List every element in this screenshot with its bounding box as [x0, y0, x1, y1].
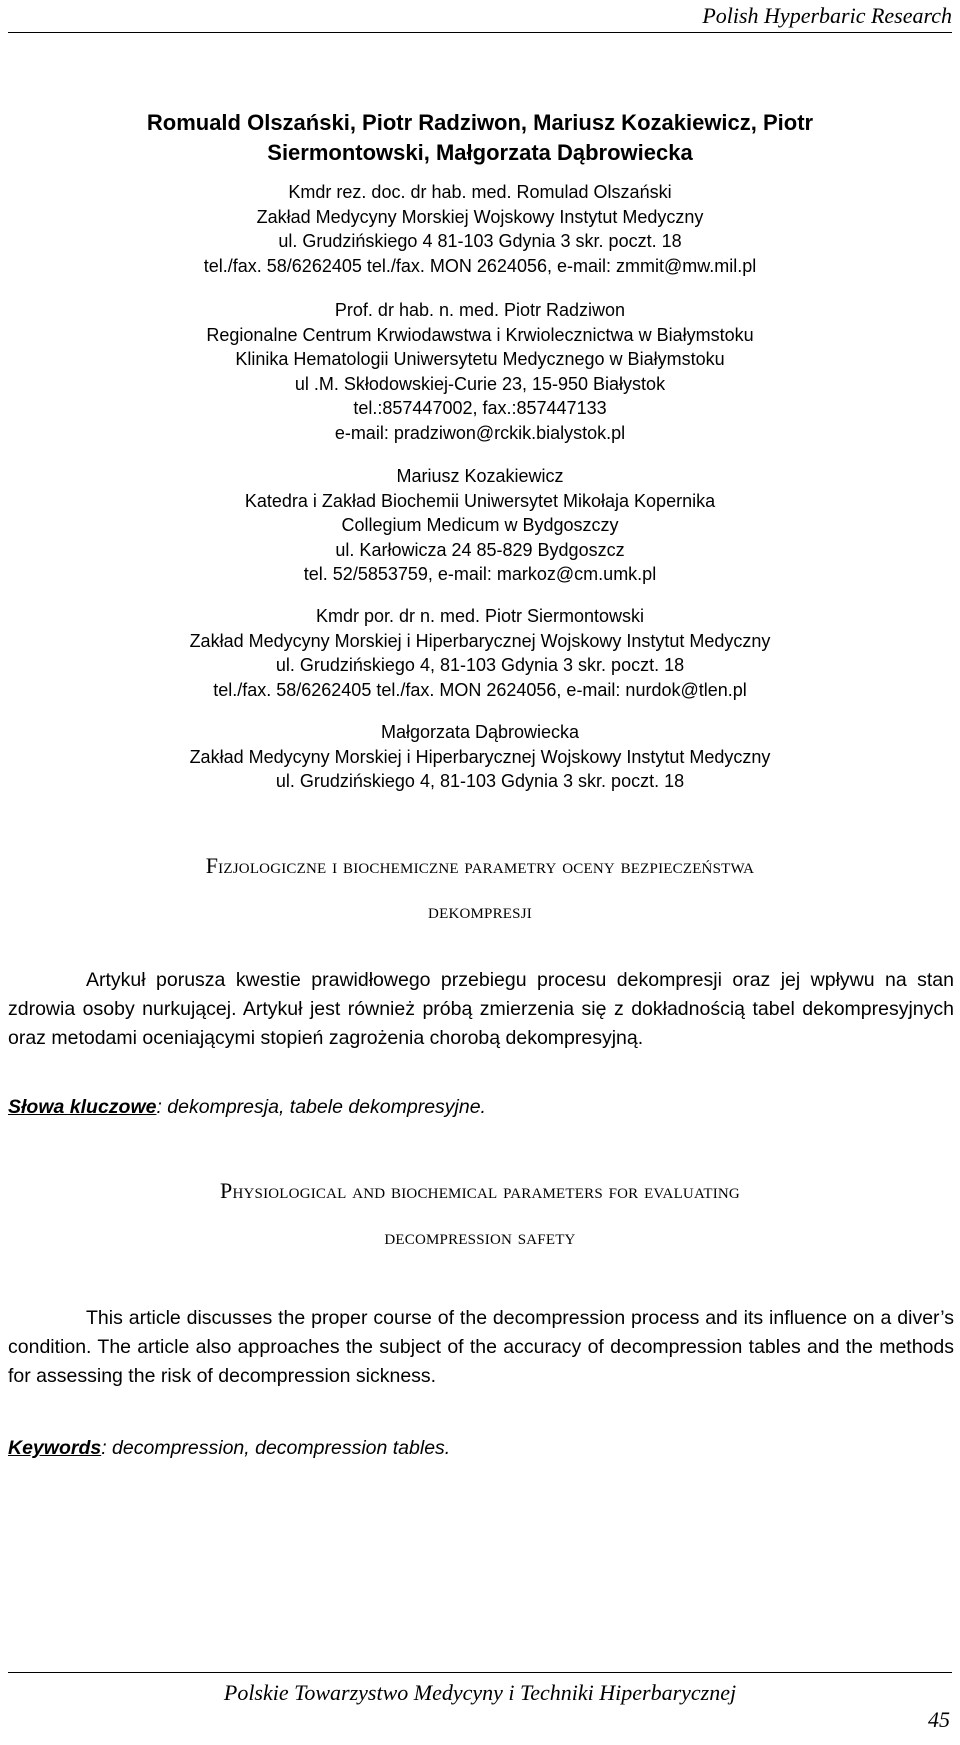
footer-organization: Polskie Towarzystwo Medycyny i Techniki Hiperbarycznej: [223, 1680, 737, 1705]
polish-keywords: [8, 1096, 486, 1119]
affiliation-line: ul .M. Skłodowskiej-Curie 23, 15-950 Białystok: [294, 373, 666, 394]
page-number: 45: [928, 1707, 950, 1732]
affiliation-line: Kmdr rez. doc. dr hab. med. Romulad Olszański: [288, 182, 672, 202]
keywords-label: Słowa kluczowe: [8, 1096, 157, 1118]
affiliation-line: tel./fax. 58/6262405 tel./fax. MON 2624056, e-mail: nurdok@tlen.pl: [213, 679, 747, 700]
keywords-text: : dekompresja, tabele dekompresyjne.: [156, 1096, 486, 1118]
affiliation-line: Katedra i Zakład Biochemii Uniwersytet Mikołaja Kopernika: [244, 490, 716, 511]
affiliation-dabrowiecka: [80, 720, 880, 794]
affiliation-line: e-mail: pradziwon@rckik.bialystok.pl: [334, 422, 626, 443]
affiliation-line: ul. Grudzińskiego 4, 81-103 Gdynia 3 skr. poczt. 18: [275, 771, 685, 791]
polish-title-line1: Fizjologiczne i biochemiczne parametry oceny bezpieczeństwa: [205, 853, 755, 878]
affiliation-line: ul. Karłowicza 24 85-829 Bydgoszcz: [335, 539, 625, 560]
polish-abstract: Artykuł porusza kwestie prawidłowego przebiegu procesu dekompresji oraz jej wpływu na stan zdrowia osoby nurkującej. Artykuł jest również próbą zmierzenia się z dokładnością tabel dekompresyjnych oraz metodami oceniającymi stopień zagrożenia chorobą dekompresyjną.: [8, 969, 954, 1049]
affiliation-line: ul. Grudzińskiego 4 81-103 Gdynia 3 skr. poczt. 18: [278, 231, 682, 251]
english-abstract: This article discusses the proper course of the decompression process and its influence on a diver’s condition. The article also approaches the subject of the accuracy of decompression tables and the methods for assessing the risk of decompression sickness.: [8, 1307, 954, 1387]
affiliation-line: Małgorzata Dąbrowiecka: [380, 722, 580, 742]
keywords-text: : decompression, decompression tables.: [101, 1437, 451, 1459]
affiliation-line: Mariusz Kozakiewicz: [396, 466, 564, 486]
affiliation-olszanski: [80, 180, 880, 278]
affiliation-line: tel. 52/5853759, e-mail: markoz@cm.umk.pl: [303, 564, 657, 584]
affiliation-line: Zakład Medycyny Morskiej Wojskowy Instytut Medyczny: [256, 206, 704, 227]
affiliation-line: Klinika Hematologii Uniwersytetu Medycznego w Białymstoku: [235, 349, 725, 369]
affiliation-line: Prof. dr hab. n. med. Piotr Radziwon: [334, 300, 626, 320]
affiliation-kozakiewicz: [80, 464, 880, 587]
affiliation-line: ul. Grudzińskiego 4, 81-103 Gdynia 3 skr. poczt. 18: [275, 655, 685, 675]
journal-title: Polish Hyperbaric Research: [702, 3, 952, 28]
authors-block: [40, 108, 920, 168]
page-header: [0, 0, 960, 34]
english-title-line2: decompression safety: [384, 1224, 576, 1249]
authors-line: Siermontowski, Małgorzata Dąbrowiecka: [267, 140, 693, 165]
affiliation-line: tel./fax. 58/6262405 tel./fax. MON 2624056, e-mail: zmmit@mw.mil.pl: [203, 255, 757, 276]
english-keywords: [8, 1437, 450, 1460]
affiliation-radziwon: [80, 298, 880, 445]
polish-title-line2: dekompresji: [428, 898, 532, 923]
footer-rule: [8, 1672, 952, 1673]
affiliation-line: Zakład Medycyny Morskiej i Hiperbarycznej Wojskowy Instytut Medyczny: [189, 746, 771, 767]
affiliation-line: tel.:857447002, fax.:857447133: [353, 398, 607, 418]
affiliation-line: Regionalne Centrum Krwiodawstwa i Krwiolecznictwa w Białymstoku: [206, 324, 754, 345]
english-title-line1: Physiological and biochemical parameters for evaluating: [220, 1178, 740, 1203]
affiliation-line: Kmdr por. dr n. med. Piotr Siermontowski: [315, 606, 645, 626]
header-rule: [8, 32, 952, 33]
affiliation-siermontowski: [80, 604, 880, 702]
affiliation-line: Zakład Medycyny Morskiej i Hiperbarycznej Wojskowy Instytut Medyczny: [189, 630, 771, 651]
affiliation-line: Collegium Medicum w Bydgoszczy: [341, 515, 619, 535]
authors-line: Romuald Olszański, Piotr Radziwon, Mariusz Kozakiewicz, Piotr: [146, 110, 814, 135]
keywords-label: Keywords: [8, 1437, 102, 1459]
